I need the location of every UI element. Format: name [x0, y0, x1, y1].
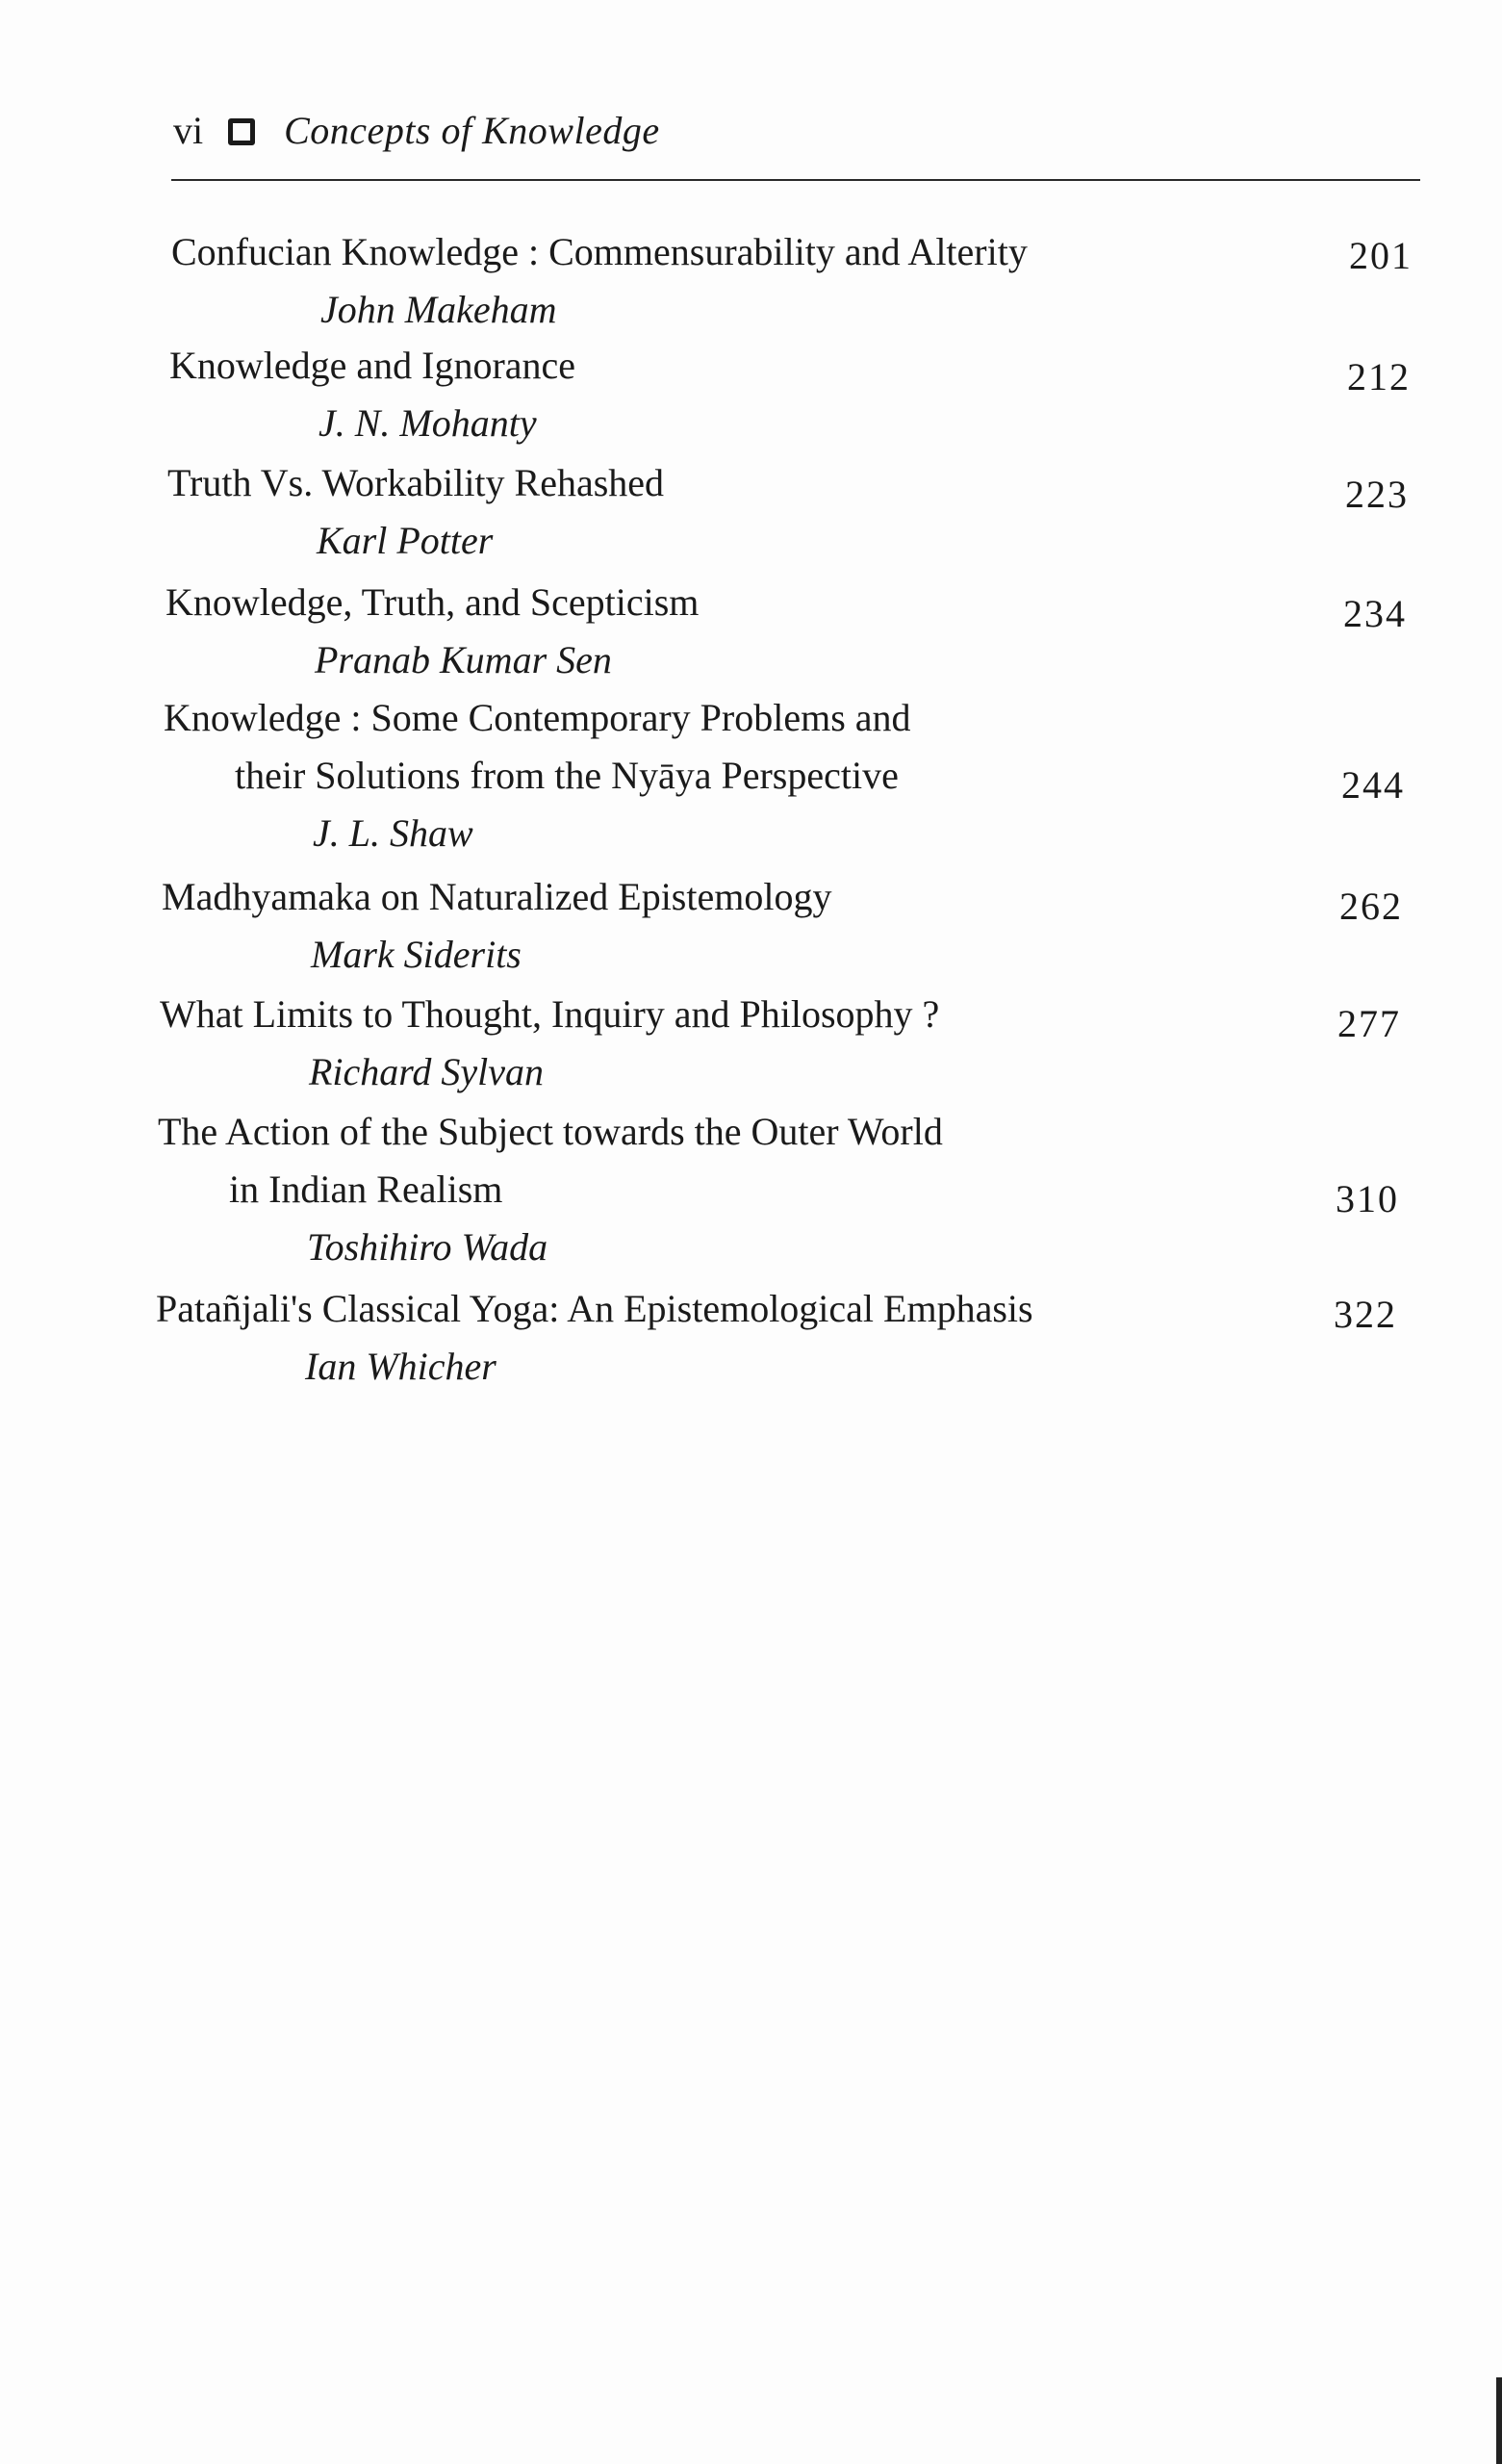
- toc-entry: [165, 574, 1407, 689]
- entry-title-continued: their Solutions from the Nyāya Perspective: [235, 754, 899, 797]
- header-rule: [171, 179, 1420, 181]
- entry-title: Knowledge : Some Contemporary Problems and: [164, 696, 911, 739]
- entry-title: Truth Vs. Workability Rehashed: [167, 461, 665, 504]
- entry-author: Mark Siderits: [311, 933, 522, 976]
- entry-title: The Action of the Subject towards the Outer World: [158, 1110, 943, 1153]
- page-folio: vi: [173, 109, 204, 152]
- entry-author: J. N. Mohanty: [318, 401, 537, 445]
- toc-entry: [156, 1280, 1397, 1396]
- entry-author: John Makeham: [320, 288, 557, 331]
- entry-page-number: 322: [1334, 1293, 1397, 1336]
- book-title: Concepts of Knowledge: [284, 109, 660, 152]
- page-edge-mark: [1496, 2377, 1502, 2464]
- running-head: [173, 108, 660, 166]
- toc-entry: [158, 1103, 1399, 1276]
- toc-entry: [160, 986, 1401, 1101]
- entry-title: What Limits to Thought, Inquiry and Philosophy ?: [160, 992, 940, 1036]
- entry-page-number: 223: [1345, 473, 1409, 516]
- toc-entry: [169, 337, 1411, 452]
- toc-entry: [162, 868, 1403, 984]
- entry-page-number: 212: [1347, 355, 1411, 398]
- entry-page-number: 262: [1339, 885, 1403, 928]
- entry-page-number: 277: [1337, 1002, 1401, 1045]
- entry-author: Toshihiro Wada: [307, 1225, 548, 1269]
- entry-page-number: 201: [1349, 234, 1413, 277]
- entry-author: Richard Sylvan: [309, 1050, 545, 1093]
- entry-page-number: 234: [1343, 592, 1407, 635]
- entry-page-number: 244: [1341, 763, 1405, 807]
- toc-entry: [171, 223, 1413, 339]
- entry-author: J. L. Shaw: [313, 811, 473, 855]
- entry-title: Knowledge and Ignorance: [169, 344, 576, 387]
- entry-title: Confucian Knowledge : Commensurability and Alterity: [171, 230, 1028, 273]
- entry-author: Pranab Kumar Sen: [315, 638, 612, 681]
- toc-entry: [164, 689, 1405, 862]
- entry-page-number: 310: [1336, 1177, 1399, 1220]
- entry-author: Karl Potter: [317, 519, 494, 562]
- entry-title-continued: in Indian Realism: [229, 1168, 503, 1211]
- entry-title: Knowledge, Truth, and Scepticism: [165, 580, 700, 624]
- entry-title: Madhyamaka on Naturalized Epistemology: [162, 875, 832, 918]
- box-icon: [228, 118, 255, 145]
- entry-title: Patañjali's Classical Yoga: An Epistemological Emphasis: [156, 1287, 1033, 1330]
- entry-author: Ian Whicher: [305, 1345, 496, 1388]
- toc-entry: [167, 454, 1409, 570]
